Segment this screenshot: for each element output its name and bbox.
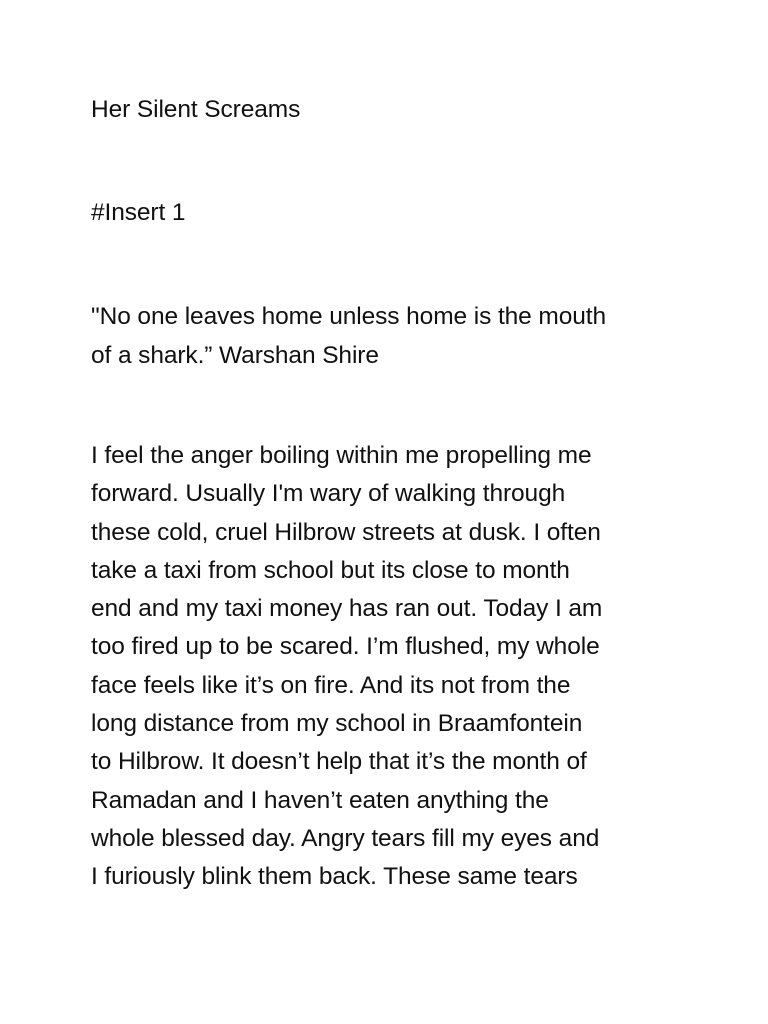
paragraph-line: whole blessed day. Angry tears fill my eyes and: [91, 824, 600, 852]
paragraph-line: I feel the anger boiling within me propelling me: [91, 442, 592, 469]
story-paragraph: [91, 437, 691, 897]
paragraph-line: take a taxi from school but its close to month: [91, 556, 570, 584]
insert-label: #Insert 1: [91, 199, 186, 226]
paragraph-line: face feels like it’s on fire. And its not from the: [91, 671, 571, 699]
epigraph-line: "No one leaves home unless home is the mouth: [91, 303, 607, 330]
document-title: Her Silent Screams: [91, 96, 301, 123]
epigraph-quote: [91, 298, 691, 375]
paragraph-line: these cold, cruel Hilbrow streets at dusk. I often: [91, 518, 601, 546]
paragraph-line: long distance from my school in Braamfontein: [91, 710, 583, 738]
paragraph-line: forward. Usually I'm wary of walking through: [91, 480, 566, 508]
paragraph-line: to Hilbrow. It doesn’t help that it’s the month of: [91, 748, 587, 776]
paragraph-line: Ramadan and I haven’t eaten anything the: [91, 786, 549, 814]
epigraph-line: of a shark.” Warshan Shire: [91, 341, 379, 369]
paragraph-line: end and my taxi money has ran out. Today I am: [91, 595, 603, 623]
paragraph-line: I furiously blink them back. These same tears: [91, 863, 578, 891]
paragraph-line: too fired up to be scared. I’m flushed, my whole: [91, 633, 600, 661]
